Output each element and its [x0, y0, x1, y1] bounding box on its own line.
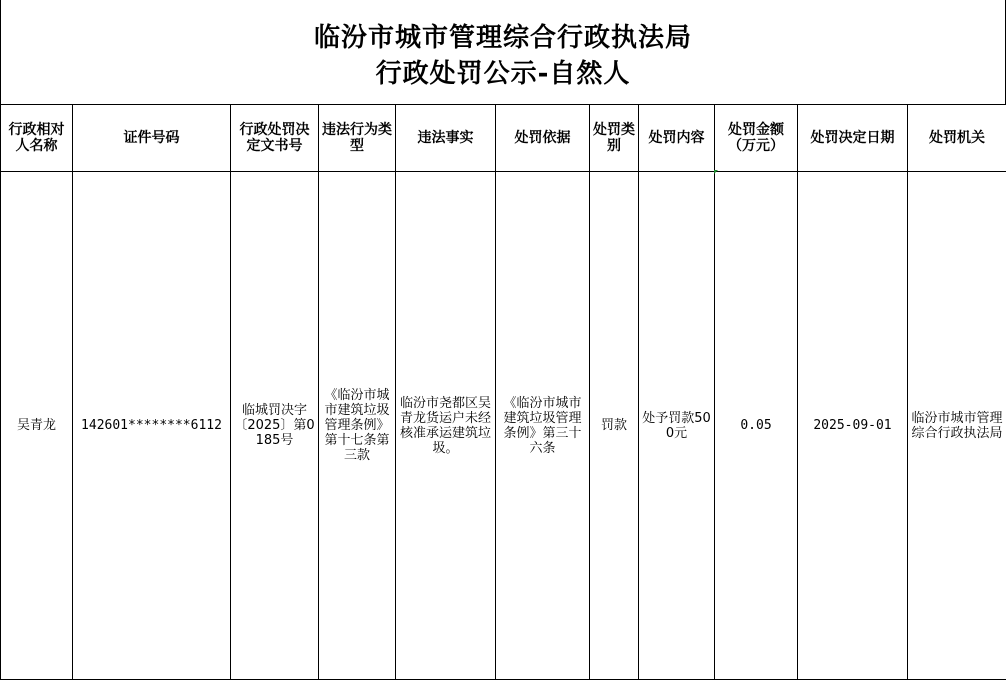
header-authority: 处罚机关: [908, 105, 1006, 172]
cell-violation-type: 《临汾市城市建筑垃圾管理条例》第十七条第三款: [319, 172, 396, 680]
header-penalty-content: 处罚内容: [639, 105, 715, 172]
header-legal-basis: 处罚依据: [496, 105, 590, 172]
cell-decision-date: 2025-09-01: [798, 172, 908, 680]
table-row: [1, 172, 1006, 680]
disclosure-subtitle: 行政处罚公示-自然人: [375, 59, 631, 89]
cell-authority: 临汾市城市管理综合行政执法局: [908, 172, 1006, 680]
header-party-name: 行政相对人名称: [1, 105, 73, 172]
cell-id-number: 142601********6112: [73, 172, 231, 680]
header-violation-facts: 违法事实: [396, 105, 496, 172]
cell-doc-number: 临城罚决字〔2025〕第0185号: [231, 172, 319, 680]
bureau-title: 临汾市城市管理综合行政执法局: [313, 23, 692, 53]
cell-legal-basis: 《临汾市城市建筑垃圾管理条例》第三十六条: [496, 172, 590, 680]
header-violation-type: 违法行为类型: [319, 105, 396, 172]
cell-violation-facts: 临汾市尧都区吴青龙货运户未经核准承运建筑垃圾。: [396, 172, 496, 680]
header-penalty-category: 处罚类别: [590, 105, 639, 172]
cell-party-name: 吴青龙: [1, 172, 73, 680]
header-doc-number: 行政处罚决定文书号: [231, 105, 319, 172]
cell-penalty-content: 处予罚款500元: [639, 172, 715, 680]
cell-comment-marker-icon: [714, 170, 718, 174]
header-row: [1, 105, 1006, 172]
header-penalty-amount: 处罚金额（万元）: [715, 105, 798, 172]
penalty-table: [0, 104, 1006, 680]
title-block: [0, 0, 1006, 104]
cell-penalty-category: 罚款: [590, 172, 639, 680]
cell-penalty-amount: 0.05: [715, 172, 798, 680]
header-decision-date: 处罚决定日期: [798, 105, 908, 172]
header-id-number: 证件号码: [73, 105, 231, 172]
